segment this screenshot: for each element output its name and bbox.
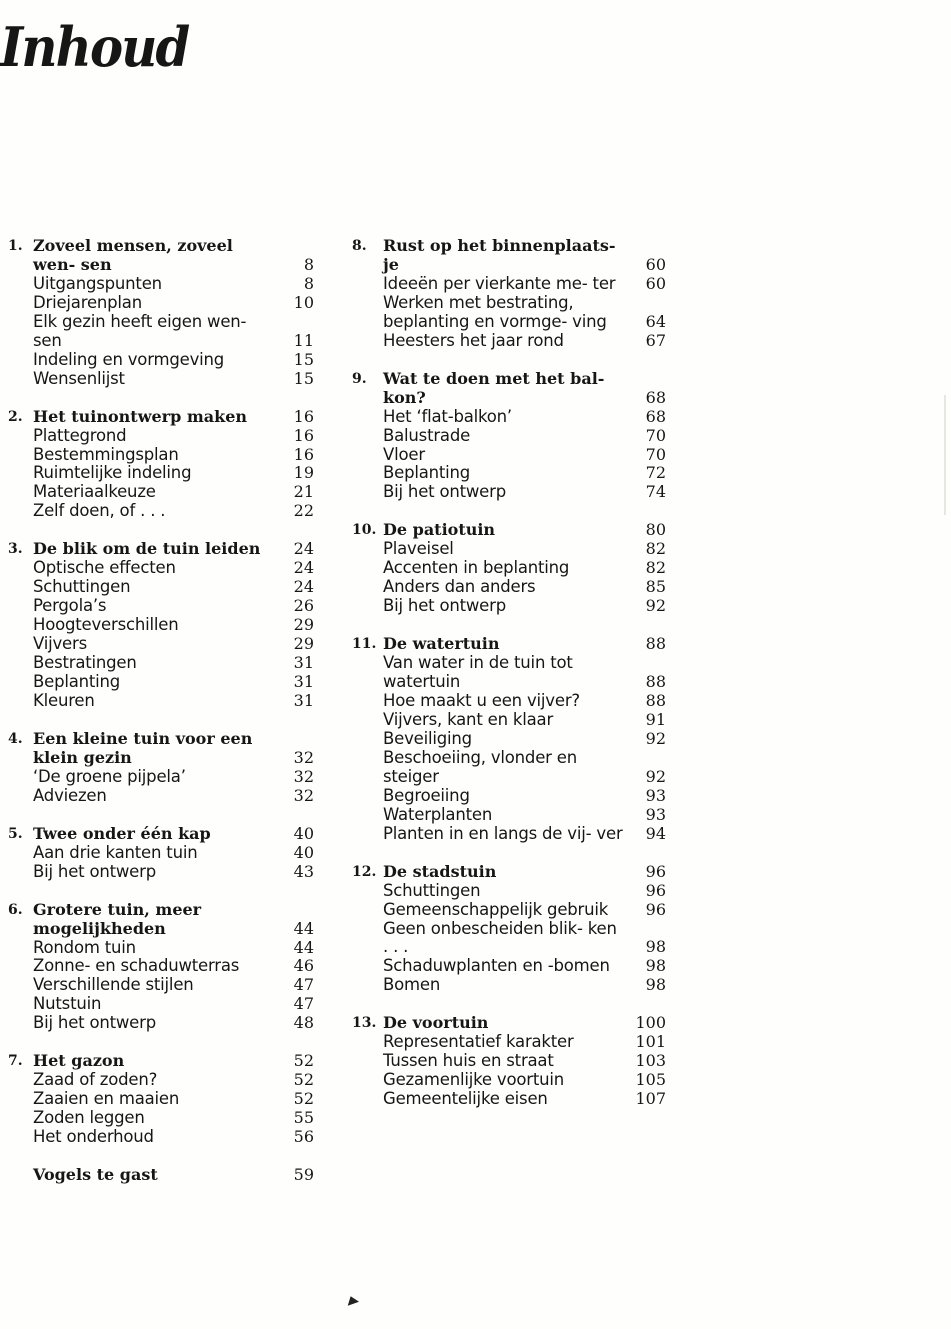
entry-title: Ruimtelijke indeling	[33, 463, 192, 483]
entry-page: 16	[293, 425, 314, 445]
toc-entry	[352, 692, 666, 711]
toc-entry	[352, 559, 666, 578]
entry-title: Het ‘flat-balkon’	[383, 406, 512, 426]
toc-entry	[8, 578, 314, 597]
entry-title: Bestemmingsplan	[33, 444, 179, 464]
toc-entry	[352, 882, 666, 901]
entry-title: Balustrade	[383, 425, 471, 445]
entry-title: Zoden leggen	[33, 1108, 145, 1128]
toc-entry	[352, 976, 666, 995]
entry-page: 92	[645, 766, 666, 786]
toc-column-left	[8, 237, 314, 1204]
entry-page: 105	[635, 1070, 666, 1090]
entry-page: 96	[645, 880, 666, 900]
entry-page: 8	[303, 273, 314, 293]
toc-entry	[352, 1090, 666, 1109]
entry-page: 67	[645, 330, 666, 350]
entry-page: 32	[293, 766, 314, 786]
toc-entry	[8, 446, 314, 465]
entry-page: 11	[293, 330, 314, 350]
toc-entry	[8, 654, 314, 673]
toc-entry	[8, 597, 314, 616]
entry-title: Vloer	[383, 444, 425, 464]
toc-entry	[8, 502, 314, 521]
chapter-title: De voortuin	[383, 1013, 489, 1033]
entry-page: 85	[645, 577, 666, 597]
entry-page: 29	[293, 615, 314, 635]
entry-title: Beschoeiing, vlonder en steiger	[383, 747, 577, 786]
entry-page: 32	[293, 785, 314, 805]
entry-page: 52	[293, 1089, 314, 1109]
toc-entry	[8, 1128, 314, 1147]
entry-title: Bomen	[383, 975, 441, 995]
entry-title: Uitgangspunten	[33, 273, 162, 293]
entry-title: Het onderhoud	[33, 1127, 154, 1147]
toc-chapter	[352, 1014, 666, 1109]
toc-entry	[352, 920, 666, 958]
toc-entry	[8, 275, 314, 294]
entry-title: Accenten in beplanting	[383, 558, 570, 578]
entry-page: 103	[635, 1051, 666, 1071]
toc-entry	[8, 957, 314, 976]
toc-entry	[8, 768, 314, 787]
toc-entry	[8, 464, 314, 483]
entry-title: Werken met bestrating, beplanting en vormge- ving	[383, 292, 607, 331]
entry-page: 52	[293, 1070, 314, 1090]
entry-title: Begroeiing	[383, 785, 470, 805]
toc-entry	[8, 673, 314, 692]
entry-title: Driejarenplan	[33, 292, 142, 312]
entry-title: Schuttingen	[383, 880, 481, 900]
entry-page: 15	[293, 368, 314, 388]
chapter-title: Een kleine tuin voor een klein gezin	[33, 728, 253, 767]
toc-entry	[352, 332, 666, 351]
chapter-number: 1.	[8, 238, 23, 254]
chapter-heading	[8, 1166, 314, 1185]
entry-page: 96	[645, 899, 666, 919]
chapter-page: 100	[635, 1013, 666, 1033]
entry-page: 82	[645, 539, 666, 559]
toc-chapter	[352, 863, 666, 996]
chapter-page: 68	[645, 387, 666, 407]
entry-title: Representatief karakter	[383, 1032, 574, 1052]
chapter-page: 16	[293, 406, 314, 426]
chapter-title: Grotere tuin, meer mogelijkheden	[33, 899, 202, 938]
entry-title: Gemeentelijke eisen	[383, 1089, 548, 1109]
entry-page: 88	[645, 672, 666, 692]
toc-chapter	[8, 825, 314, 882]
entry-page: 74	[645, 482, 666, 502]
chapter-heading	[8, 825, 314, 844]
entry-title: Indeling en vormgeving	[33, 349, 225, 369]
toc-entry	[352, 427, 666, 446]
entry-title: Plattegrond	[33, 425, 127, 445]
toc-entry	[8, 1014, 314, 1033]
entry-page: 88	[645, 691, 666, 711]
entry-title: Hoe maakt u een vijver?	[383, 691, 580, 711]
entry-page: 55	[293, 1108, 314, 1128]
toc-entry	[8, 939, 314, 958]
entry-title: Bij het ontwerp	[383, 482, 506, 502]
chapter-heading	[8, 901, 314, 939]
toc-entry	[352, 749, 666, 787]
chapter-heading	[352, 1014, 666, 1033]
toc-entry	[352, 408, 666, 427]
entry-title: Schuttingen	[33, 577, 131, 597]
chapter-page: 24	[293, 539, 314, 559]
chapter-page: 59	[293, 1165, 314, 1185]
chapter-number: 12.	[352, 863, 377, 880]
entry-page: 47	[293, 994, 314, 1014]
entry-page: 82	[645, 558, 666, 578]
entry-title: Materiaalkeuze	[33, 482, 156, 502]
toc-entry	[8, 313, 314, 351]
entry-page: 72	[645, 463, 666, 483]
chapter-page: 8	[303, 254, 314, 274]
chapter-number: 11.	[352, 636, 377, 653]
toc-entry	[352, 294, 666, 332]
toc-entry	[8, 483, 314, 502]
entry-title: Waterplanten	[383, 804, 493, 824]
chapter-number: 3.	[8, 541, 23, 558]
entry-title: Gezamenlijke voortuin	[383, 1070, 565, 1090]
toc-entry	[8, 863, 314, 882]
toc-entry	[352, 654, 666, 692]
chapter-page: 40	[293, 823, 314, 843]
chapter-number: 5.	[8, 825, 23, 842]
toc-entry	[352, 806, 666, 825]
toc-entry	[8, 995, 314, 1014]
entry-title: Bij het ontwerp	[383, 596, 506, 616]
entry-page: 60	[645, 273, 666, 293]
toc-entry	[352, 957, 666, 976]
toc-entry	[352, 1071, 666, 1090]
entry-title: Elk gezin heeft eigen wen- sen	[33, 311, 247, 350]
entry-page: 43	[293, 861, 314, 881]
entry-page: 93	[645, 804, 666, 824]
entry-title: Rondom tuin	[33, 937, 136, 957]
toc-entry	[8, 294, 314, 313]
toc-entry	[8, 370, 314, 389]
chapter-heading	[352, 521, 666, 540]
entry-page: 91	[645, 709, 666, 729]
chapter-heading	[352, 237, 666, 275]
chapter-title: De watertuin	[383, 634, 500, 654]
entry-page: 107	[635, 1089, 666, 1109]
chapter-heading	[8, 730, 314, 768]
chapter-heading	[8, 540, 314, 559]
toc-chapter	[8, 408, 314, 522]
toc-entry	[352, 578, 666, 597]
chapter-page: 96	[645, 861, 666, 881]
toc-entry	[8, 351, 314, 370]
toc-entry	[8, 427, 314, 446]
toc-entry	[352, 483, 666, 502]
chapter-page: 80	[645, 520, 666, 540]
toc-entry	[352, 730, 666, 749]
entry-title: ‘De groene pijpela’	[33, 766, 186, 786]
chapter-title: Rust op het binnenplaats- je	[383, 236, 616, 274]
entry-title: Vijvers, kant en klaar	[383, 709, 554, 729]
entry-page: 101	[635, 1032, 666, 1052]
chapter-page: 88	[645, 634, 666, 654]
entry-page: 21	[293, 482, 314, 502]
entry-title: Pergola’s	[33, 596, 107, 616]
toc-entry	[8, 635, 314, 654]
entry-title: Ideeën per vierkante me- ter	[383, 273, 616, 293]
toc-chapter	[8, 540, 314, 711]
entry-page: 94	[645, 823, 666, 843]
toc-chapter	[352, 521, 666, 616]
entry-page: 98	[645, 956, 666, 976]
toc-entry	[352, 1033, 666, 1052]
entry-title: Tussen huis en straat	[383, 1051, 554, 1071]
entry-title: Heesters het jaar rond	[383, 330, 564, 350]
entry-page: 68	[645, 406, 666, 426]
entry-page: 19	[293, 463, 314, 483]
toc-chapter	[8, 237, 314, 389]
entry-title: Planten in en langs de vij- ver	[383, 823, 623, 843]
chapter-title: Vogels te gast	[33, 1165, 158, 1185]
page-title: Inhoud	[0, 15, 189, 79]
entry-title: Wensenlijst	[33, 368, 125, 388]
chapter-title: Het tuinontwerp maken	[33, 406, 248, 426]
toc-entry	[8, 1109, 314, 1128]
entry-title: Optische effecten	[33, 558, 176, 578]
chapter-heading	[352, 863, 666, 882]
entry-title: Bij het ontwerp	[33, 861, 156, 881]
page-edge-mark	[944, 395, 946, 515]
entry-title: Zaaien en maaien	[33, 1089, 180, 1109]
entry-title: Gemeenschappelijk gebruik	[383, 899, 609, 919]
entry-title: Bij het ontwerp	[33, 1013, 156, 1033]
chapter-title: De stadstuin	[383, 861, 497, 881]
entry-title: Beplanting	[33, 672, 121, 692]
chapter-number: 9.	[352, 370, 367, 387]
entry-title: Geen onbescheiden blik- ken . . .	[383, 918, 617, 957]
entry-page: 46	[293, 956, 314, 976]
entry-page: 31	[293, 690, 314, 710]
chapter-heading	[8, 408, 314, 427]
toc-chapter	[8, 1166, 314, 1185]
entry-title: Zelf doen, of . . .	[33, 501, 166, 521]
entry-title: Zonne- en schaduwterras	[33, 956, 240, 976]
entry-page: 47	[293, 975, 314, 995]
entry-page: 44	[293, 937, 314, 957]
chapter-number: 6.	[8, 901, 23, 918]
entry-title: Vijvers	[33, 634, 87, 654]
chapter-heading	[8, 1052, 314, 1071]
entry-page: 22	[293, 501, 314, 521]
chapter-title: De patiotuin	[383, 520, 496, 540]
entry-page: 70	[645, 425, 666, 445]
entry-page: 56	[293, 1127, 314, 1147]
toc-entry	[352, 464, 666, 483]
entry-title: Anders dan anders	[383, 577, 536, 597]
toc-entry	[352, 1052, 666, 1071]
entry-title: Verschillende stijlen	[33, 975, 194, 995]
entry-title: Adviezen	[33, 785, 107, 805]
entry-title: Schaduwplanten en -bomen	[383, 956, 610, 976]
toc-chapter	[8, 730, 314, 806]
chapter-page: 60	[645, 254, 666, 274]
toc-chapter	[352, 237, 666, 351]
toc-entry	[352, 540, 666, 559]
toc-entry	[352, 711, 666, 730]
entry-title: Nutstuin	[33, 994, 102, 1014]
toc-chapter	[8, 1052, 314, 1147]
toc-entry	[352, 446, 666, 465]
chapter-title: Het gazon	[33, 1051, 125, 1071]
chapter-title: Twee onder één kap	[33, 823, 211, 843]
chapter-heading	[352, 370, 666, 408]
entry-page: 48	[293, 1013, 314, 1033]
chapter-title: Zoveel mensen, zoveel wen- sen	[33, 236, 233, 274]
toc-entry	[8, 787, 314, 806]
toc-entry	[8, 1090, 314, 1109]
chapter-number: 4.	[8, 730, 23, 747]
toc-entry	[352, 597, 666, 616]
entry-title: Aan drie kanten tuin	[33, 842, 198, 862]
chapter-page: 52	[293, 1051, 314, 1071]
entry-page: 31	[293, 653, 314, 673]
toc-entry	[8, 1071, 314, 1090]
entry-title: Zaad of zoden?	[33, 1070, 158, 1090]
chapter-title: Wat te doen met het bal- kon?	[383, 368, 605, 407]
toc-entry	[352, 787, 666, 806]
entry-page: 10	[293, 292, 314, 312]
toc-entry	[352, 825, 666, 844]
entry-title: Hoogteverschillen	[33, 615, 179, 635]
entry-page: 24	[293, 558, 314, 578]
entry-title: Beveiliging	[383, 728, 472, 748]
entry-page: 92	[645, 728, 666, 748]
entry-page: 98	[645, 937, 666, 957]
toc-chapter	[352, 635, 666, 843]
toc-entry	[8, 976, 314, 995]
entry-page: 98	[645, 975, 666, 995]
toc-entry	[352, 275, 666, 294]
entry-page: 64	[645, 311, 666, 331]
entry-page: 16	[293, 444, 314, 464]
entry-title: Van water in de tuin tot watertuin	[383, 653, 573, 692]
toc-entry	[8, 616, 314, 635]
chapter-title: De blik om de tuin leiden	[33, 539, 261, 559]
entry-title: Beplanting	[383, 463, 471, 483]
toc-chapter	[352, 370, 666, 503]
chapter-number: 13.	[352, 1015, 377, 1032]
entry-page: 29	[293, 634, 314, 654]
chapter-heading	[8, 237, 314, 275]
entry-title: Kleuren	[33, 690, 95, 710]
entry-page: 31	[293, 672, 314, 692]
entry-page: 15	[293, 349, 314, 369]
entry-page: 93	[645, 785, 666, 805]
entry-page: 70	[645, 444, 666, 464]
toc-entry	[8, 844, 314, 863]
chapter-number: 2.	[8, 408, 23, 425]
corner-mark-icon	[345, 1294, 359, 1306]
entry-title: Bestratingen	[33, 653, 137, 673]
chapter-heading	[352, 635, 666, 654]
chapter-page: 44	[293, 918, 314, 938]
chapter-page: 32	[293, 747, 314, 767]
entry-title: Plaveisel	[383, 539, 454, 559]
entry-page: 92	[645, 596, 666, 616]
toc-entry	[352, 901, 666, 920]
toc-chapter	[8, 901, 314, 1034]
entry-page: 24	[293, 577, 314, 597]
chapter-number: 7.	[8, 1053, 23, 1070]
toc-entry	[8, 692, 314, 711]
chapter-number: 10.	[352, 522, 377, 539]
toc-entry	[8, 559, 314, 578]
toc-column-right	[352, 237, 666, 1128]
entry-page: 26	[293, 596, 314, 616]
entry-page: 40	[293, 842, 314, 862]
chapter-number: 8.	[352, 238, 367, 254]
